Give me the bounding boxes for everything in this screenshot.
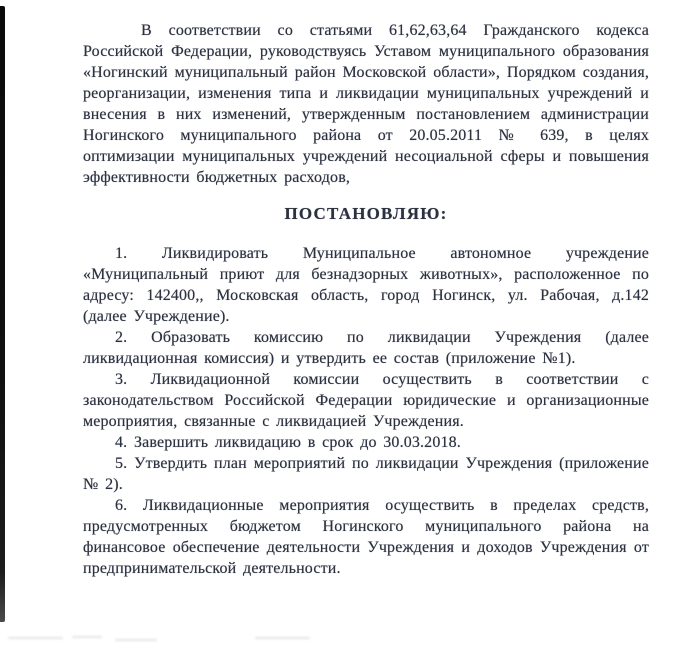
scan-smudge [8, 637, 63, 639]
scan-smudge [115, 639, 157, 641]
decree-heading: ПОСТАНОВЛЯЮ: [284, 204, 448, 223]
decree-item-3: 3. Ликвидационной комиссии осуществить в соответствии с законодательством Российской Федерации юридические и организационные мероприятия, связанные с ликвидацией Учреждения. [83, 371, 649, 430]
decree-item-5: 5. Утвердить план мероприятий по ликвидации Учреждения (приложение № 2). [83, 455, 649, 493]
document-content [83, 20, 649, 579]
decree-item-2: 2. Образовать комиссию по ликвидации Учреждения (далее ликвидационная комиссия) и утвердить ее состав (приложение №1). [83, 329, 649, 367]
decree-item-4: 4. Завершить ликвидацию в срок до 30.03.2018. [115, 434, 461, 451]
scan-speck [276, 569, 279, 574]
intro-paragraph: В соответствии со статьями 61,62,63,64 Гражданского кодекса Российской Федерации, руководствуясь Уставом муниципального образования «Ногинский муниципальный район Московской области», Порядком создания, реорганизации, изменения типа и ликвидации муниципальных учреждений и внесения в них изменений, утвержденным постановлением администрации Ногинского муниципального района от 20.05.2011 № 639, в целях оптимизации муниципальных учреждений несоциальной сферы и повышения эффективности бюджетных расходов, [83, 22, 649, 186]
scan-edge-bar [0, 6, 5, 622]
scan-smudge [72, 636, 102, 638]
scan-smudge [255, 637, 310, 639]
decree-item-1: 1. Ликвидировать Муниципальное автономное учреждение «Муниципальный приют для безнадзорных животных», расположенное по адресу: 142400,, Московская область, город Ногинск, ул. Рабочая, д.142 (далее Учреждение). [83, 245, 649, 325]
decree-item-6: 6. Ликвидационные мероприятия осуществить в пределах средств, предусмотренных бюджетом Ногинского муниципального района на финансовое обеспечение деятельности Учреждения и доходов Учреждения от предпринимательской деятельности. [83, 497, 649, 577]
